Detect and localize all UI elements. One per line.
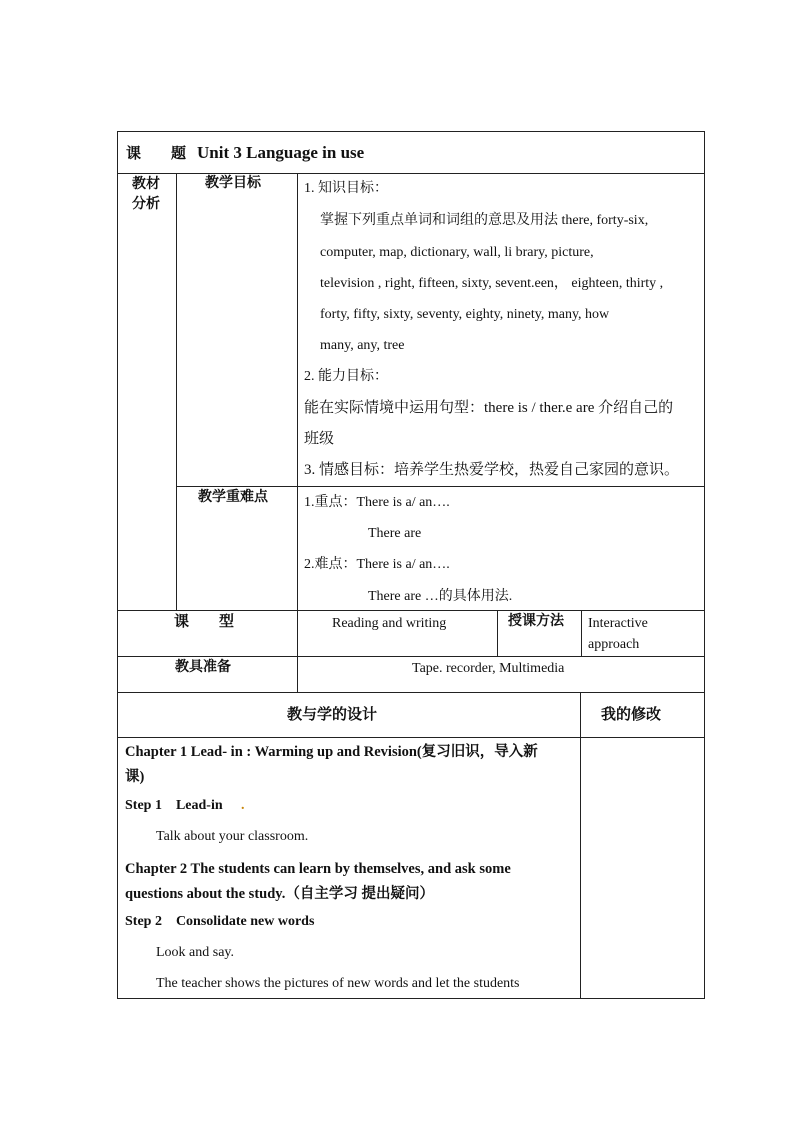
ability-line: 能在实际情境中运用句型：there is / ther.e are 介绍自己的: [304, 400, 674, 416]
chapter2-line: Chapter 2 The students can learn by themselves, and ask some: [125, 861, 511, 877]
materials-value: Tape. recorder, Multimedia: [412, 661, 565, 676]
row-divider: [117, 656, 705, 657]
table-border-right: [704, 131, 705, 999]
step2-label: Step 2 Consolidate new words: [125, 914, 315, 929]
row-divider: [117, 173, 705, 174]
analysis-label-line1: 教材: [132, 177, 160, 192]
chapter1-line: Chapter 1 Lead- in : Warming up and Revision(复习旧识，导入新: [125, 744, 538, 760]
knowledge-line: 掌握下列重点单词和词组的意思及用法 there, forty-six,: [320, 213, 649, 228]
key-point-line: 2.难点：There is a/ an….: [304, 557, 450, 572]
ability-heading: 2. 能力目标：: [304, 369, 388, 384]
step2-text: Look and say.: [156, 945, 235, 960]
column-divider: [580, 692, 581, 999]
lesson-type-value: Reading and writing: [332, 616, 447, 631]
row-divider: [117, 737, 705, 738]
materials-label: 教具准备: [175, 660, 231, 675]
knowledge-line: computer, map, dictionary, wall, li brary, picture,: [320, 245, 594, 260]
table-border-top: [117, 131, 705, 132]
step1-label: Step 1 Lead-in: [125, 798, 223, 813]
lesson-type-label: 课 型: [174, 614, 235, 630]
step1-text: Talk about your classroom.: [156, 829, 309, 844]
method-label: 授课方法: [508, 614, 564, 629]
emotion-line: 3. 情感目标：培养学生热爱学校，热爱自己家园的意识。: [304, 462, 680, 478]
method-value-line2: approach: [588, 637, 640, 652]
analysis-label-line2: 分析: [132, 197, 160, 212]
lesson-title: Unit 3 Language in use: [197, 143, 365, 162]
chapter2-line: questions about the study.（自主学习 提出疑问）: [125, 886, 434, 902]
column-divider: [497, 610, 498, 657]
knowledge-line: many, any, tree: [320, 338, 405, 353]
ability-line: 班级: [304, 431, 335, 447]
key-point-line: There are: [368, 526, 422, 541]
key-point-line: 1.重点：There is a/ an….: [304, 495, 450, 510]
column-divider: [581, 610, 582, 657]
column-divider: [297, 173, 298, 693]
table-border-bottom: [117, 998, 705, 999]
title-label: 课 题: [126, 146, 187, 162]
knowledge-heading: 1. 知识目标：: [304, 181, 388, 196]
design-header: 教与学的设计: [287, 707, 378, 723]
objectives-label: 教学目标: [205, 176, 261, 191]
key-points-label: 教学重难点: [198, 490, 268, 505]
revision-header: 我的修改: [601, 707, 662, 723]
knowledge-line: forty, fifty, sixty, seventy, eighty, ninety, many, how: [320, 307, 610, 322]
row-divider: [117, 610, 705, 611]
step2-text: The teacher shows the pictures of new words and let the students: [156, 976, 520, 991]
knowledge-line: television , right, fifteen, sixty, sevent.een， eighteen, thirty ,: [320, 276, 664, 291]
chapter1-line: 课): [125, 769, 145, 785]
row-divider: [117, 692, 705, 693]
key-point-line: There are …的具体用法.: [368, 589, 513, 604]
table-border-left: [117, 131, 118, 999]
column-divider: [176, 173, 177, 611]
step1-dot: .: [241, 798, 245, 813]
row-divider: [176, 486, 705, 487]
method-value-line1: Interactive: [588, 616, 648, 631]
